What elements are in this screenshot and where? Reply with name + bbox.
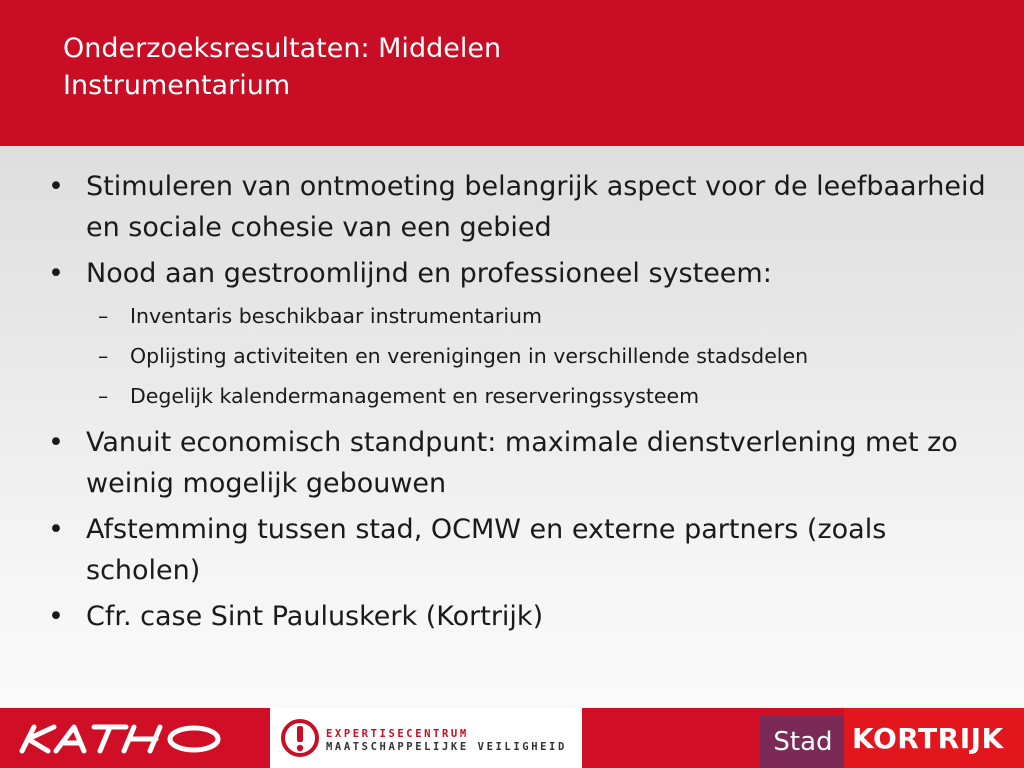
- exclamation-icon: [280, 718, 320, 758]
- bullet-item: [0, 166, 1000, 248]
- slide-header: [0, 0, 1024, 146]
- katho-logo-icon: [14, 723, 234, 755]
- sub-bullet-item: [86, 376, 1000, 416]
- sub-bullet-text: Inventaris beschikbaar instrumentarium: [130, 304, 543, 328]
- sub-bullet-item: [86, 336, 1000, 376]
- stad-block: [760, 716, 846, 768]
- stad-label: Stad: [773, 727, 833, 757]
- bullet-dot: •: [48, 514, 64, 545]
- bullet-item: [0, 596, 1000, 637]
- sub-bullet-text: Degelijk kalendermanagement en reserveringssysteem: [130, 384, 700, 408]
- slide-title: [63, 30, 501, 104]
- expertisecentrum-logo: [270, 708, 582, 768]
- sub-bullet-list: [86, 296, 1000, 416]
- bullet-dot: •: [48, 427, 64, 458]
- bullet-text: Stimuleren van ontmoeting belangrijk aspect voor de leefbaarheid en sociale cohesie van een gebied: [86, 171, 986, 243]
- maatschappelijke-veiligheid-label: MAATSCHAPPELIJKE VEILIGHEID: [326, 741, 567, 753]
- expertisecentrum-label: EXPERTISECENTRUM: [326, 728, 469, 740]
- sub-bullet-text: Oplijsting activiteiten en verenigingen in verschillende stadsdelen: [130, 344, 809, 368]
- bullet-dot: •: [48, 258, 64, 289]
- slide-title-line-2: Instrumentarium: [63, 70, 291, 101]
- kortrijk-label: KORTRIJK: [852, 722, 1004, 755]
- bullet-item: [0, 253, 1000, 416]
- bullet-item: [0, 509, 1000, 591]
- bullet-text: Nood aan gestroomlijnd en professioneel systeem:: [86, 258, 772, 289]
- sub-bullet-item: [86, 296, 1000, 336]
- stad-kortrijk-logo: [754, 708, 1024, 768]
- bullet-dot: •: [48, 601, 64, 632]
- kortrijk-block: [844, 708, 1024, 768]
- bullet-text: Afstemming tussen stad, OCMW en externe partners (zoals scholen): [86, 514, 887, 586]
- bullet-text: Cfr. case Sint Pauluskerk (Kortrijk): [86, 601, 544, 632]
- bullet-list: [0, 166, 1000, 642]
- slide-content: [0, 146, 1024, 708]
- slide-footer: [0, 708, 1024, 768]
- katho-logo: [0, 708, 270, 768]
- bullet-dot: •: [48, 171, 64, 202]
- slide-title-line-1: Onderzoeksresultaten: Middelen: [63, 33, 502, 64]
- footer-spacer: [582, 708, 754, 768]
- bullet-text: Vanuit economisch standpunt: maximale dienstverlening met zo weinig mogelijk gebouwen: [86, 427, 958, 499]
- bullet-item: [0, 422, 1000, 504]
- sub-bullet-dash: –: [98, 384, 109, 408]
- sub-bullet-dash: –: [98, 344, 109, 368]
- sub-bullet-dash: –: [98, 304, 109, 328]
